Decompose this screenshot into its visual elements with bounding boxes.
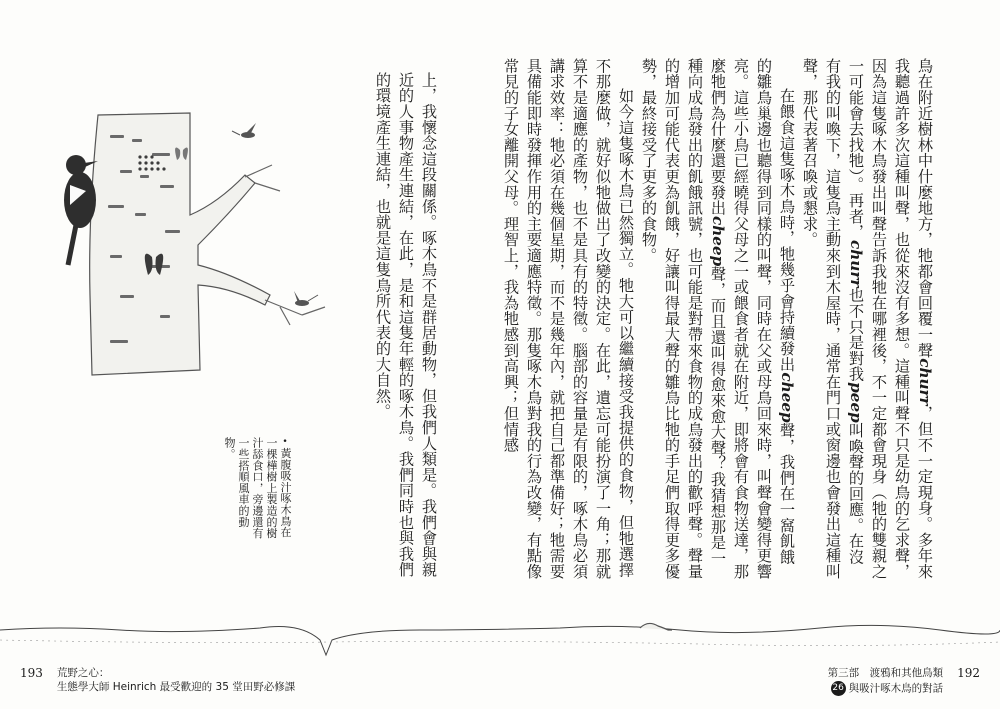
paragraph-text: 鳥在附近樹林中什麼地方，牠都會回覆一聲 [916, 58, 934, 359]
figure-caption [223, 437, 292, 547]
paragraph-text: 如今這隻啄木鳥已然獨立。牠大可以繼續接受我提供的食物，但牠選擇不那麼做，就好似牠做出了改變的決定。在此，遺忘可能扮演了一角；那就算不是適應的產物，也不是具有的特徵。腦部的容量是有限的，啄木鳥必須講求效率：牠必須在幾個星期，而不是幾年內，就把自己都準備好；牠需要具備能即時發揮作用的主要適應特徵。那隻啄木鳥對我的行為改變，有點像常見的子女離開父母。理智上，我為牠感到高興；但情感 [502, 58, 635, 580]
paragraph-text: 也不只是對我 [847, 287, 865, 383]
right-page-body [502, 58, 936, 580]
bird-call-word: cheep [778, 372, 796, 424]
paragraph-text: 叫喚聲的回應。在沒有我的叫喚下，這隻鳥主動來到木屋時，通常在門口或窗邊也會發出這種叫聲，那代表著召喚或懇求。 [801, 58, 865, 580]
running-chapter-title [828, 666, 944, 697]
bird-call-word: cheep [709, 216, 727, 267]
bird-call-word: peep [847, 382, 865, 423]
paragraph-text: 聲，而且還叫得愈來愈大聲？我猜想那是一種向成鳥發出的飢餓訊號，也可能是對帶來食物的成鳥發出的歡呼聲。聲量的增加可能代表更為飢餓，好讓叫得最大聲的雛鳥比牠的手足們取得更多優勢，最終接受了更多的食物。 [640, 58, 727, 580]
paragraph-text: ，但不一定現身。多年來我聽過許多次這種叫聲，也從來沒有多想。這種叫聲不只是幼鳥的乞求聲，因為這隻啄木鳥發出叫聲告訴我牠在哪裡後，不一定都會現身（牠的雙親之一可能會去找牠）。再者， [847, 58, 934, 580]
landscape-horizon-illustration [0, 600, 1000, 670]
hummingbird-icon [232, 123, 318, 306]
left-page-paragraph [371, 72, 440, 582]
right-page-footer [828, 666, 980, 697]
paragraph-text: 在餵食這隻啄木鳥時，牠幾乎會持續發出 [778, 88, 796, 373]
bird-call-word: churr [916, 358, 934, 406]
right-page-paragraph [499, 58, 637, 580]
caption-text: 黃腹吸汁啄木鳥在一棵樺樹上製造的樹汁舔食口，旁邊還有一些搭順風車的動物。 [223, 437, 292, 539]
book-title-line2: 生態學大師 Heinrich 最受歡迎的 35 堂田野必修課 [56, 681, 296, 693]
paragraph-text: 上，我懷念這段關係。啄木鳥不是群居動物，但我們人類是。我們會與親近的人事物產生連結，在此，是和這隻年輕的啄木鳥。我們同時也與我們的環境產生連結，也就是這隻鳥所代表的大自然。 [374, 72, 438, 578]
book-title-line1: 荒野之心： [56, 667, 110, 679]
caption-bullet: • [280, 437, 290, 448]
chapter-title: 與吸汁啄木鳥的對話 [848, 682, 944, 695]
bird-call-word: churr [847, 240, 865, 288]
right-page-paragraph [637, 58, 798, 580]
woodpecker-birch-illustration [40, 95, 340, 385]
part-title: 第三部 渡鴉和其他鳥類 [827, 667, 944, 679]
right-page-paragraph [798, 58, 936, 580]
chapter-number-badge: 26 [831, 681, 846, 696]
left-page-footer [20, 666, 295, 694]
page-number-left: 193 [20, 666, 43, 680]
left-page-body [348, 72, 440, 582]
paragraph-text: 聲，我們在一窩飢餓的雛鳥巢邊也聽得到同樣的叫聲，同時在父或母鳥回來時，叫聲會變得更響亮。這些小鳥已經曉得父母之一或餵食者就在附近，即將會有食物送達，那麼牠們為什麼還要發出 [709, 58, 796, 580]
page-number-right: 192 [957, 666, 980, 680]
running-book-title [57, 666, 295, 694]
